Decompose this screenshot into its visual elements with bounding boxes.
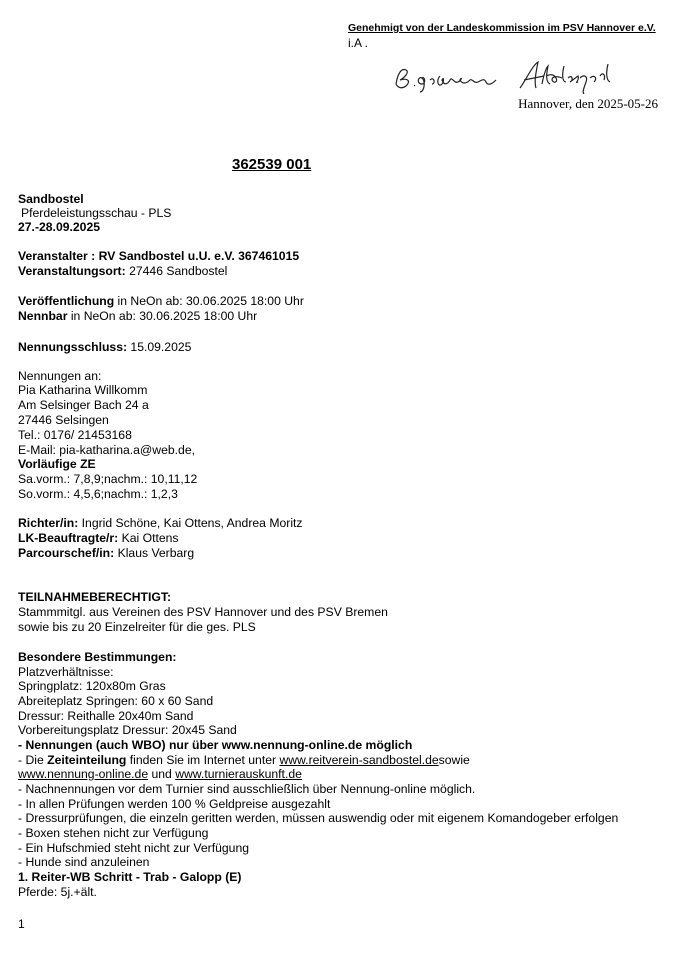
eligibility-line-1: Stammmitgl. aus Vereinen des PSV Hannover und des PSV Bremen	[18, 605, 388, 619]
ze-saturday: Sa.vorm.: 7,8,9;nachm.: 10,11,12	[18, 472, 198, 486]
eligibility-heading: TEILNAHMEBERECHTIGT:	[18, 590, 172, 604]
signature-2	[516, 58, 626, 94]
lk-representative: LK-Beauftragte/r: Kai Ottens	[18, 531, 179, 545]
event-dates: 27.-28.09.2025	[18, 220, 100, 234]
special-line: Springplatz: 120x80m Gras	[18, 679, 166, 693]
entries-street: Am Selsinger Bach 24 a	[18, 398, 149, 412]
signature-1	[392, 62, 502, 94]
special-line-schedule: - Die Zeiteinteilung finden Sie im Internet unter www.reitverein-sandbostel.desowie	[18, 753, 470, 767]
special-line: Vorbereitungsplatz Dressur: 20x45 Sand	[18, 723, 237, 737]
ia-note: i.A .	[348, 36, 369, 50]
link-nennung-online[interactable]: www.nennung-online.de	[18, 767, 149, 781]
special-line: - Hunde sind anzuleinen	[18, 855, 150, 869]
judges: Richter/in: Ingrid Schöne, Kai Ottens, Andrea Moritz	[18, 516, 303, 530]
event-place: Sandbostel	[18, 192, 84, 206]
competition-horses: Pferde: 5j.+ält.	[18, 885, 97, 899]
special-line: - Ein Hufschmied steht nicht zur Verfügung	[18, 841, 250, 855]
page-number: 1	[18, 917, 25, 931]
publication-date: Veröffentlichung in NeOn ab: 30.06.2025 18:00 Uhr	[18, 294, 304, 308]
entries-city: 27446 Selsingen	[18, 413, 109, 427]
special-line: Dressur: Reithalle 20x40m Sand	[18, 709, 194, 723]
eligibility-line-2: sowie bis zu 20 Einzelreiter für die ges. PLS	[18, 620, 256, 634]
entries-phone: Tel.: 0176/ 21453168	[18, 428, 132, 442]
approval-note: Genehmigt von der Landeskommission im PSV Hannover e.V.	[348, 22, 656, 34]
special-line: Abreiteplatz Springen: 60 x 60 Sand	[18, 694, 214, 708]
special-line: - Nachnennungen vor dem Turnier sind ausschließlich über Nennung-online möglich.	[18, 782, 476, 796]
event-type: Pferdeleistungsschau - PLS	[21, 206, 172, 220]
ze-heading: Vorläufige ZE	[18, 457, 96, 471]
special-line-links: www.nennung-online.de und www.turnierauskunft.de	[18, 767, 302, 781]
special-line-entries: - Nennungen (auch WBO) nur über www.nennung-online.de möglich	[18, 738, 413, 752]
link-turnierauskunft[interactable]: www.turnierauskunft.de	[175, 767, 302, 781]
organizer: Veranstalter : RV Sandbostel u.U. e.V. 367461015	[18, 249, 300, 263]
special-line: - In allen Prüfungen werden 100 % Geldpreise ausgezahlt	[18, 797, 331, 811]
special-line: - Boxen stehen nicht zur Verfügung	[18, 826, 209, 840]
special-line: - Dressurprüfungen, die einzeln geritten werden, müssen auswendig oder mit eigenem Komandogeber erfolgen	[18, 811, 619, 825]
competition-title: 1. Reiter-WB Schritt - Trab - Galopp (E)	[18, 870, 242, 884]
entry-deadline: Nennungsschluss: 15.09.2025	[18, 340, 192, 354]
course-designer: Parcourschef/in: Klaus Verbarg	[18, 546, 195, 560]
approval-date: Hannover, den 2025-05-26	[518, 96, 658, 111]
special-heading: Besondere Bestimmungen:	[18, 650, 177, 664]
link-reitverein[interactable]: www.reitverein-sandbostel.de	[279, 753, 439, 767]
entries-name: Pia Katharina Willkomm	[18, 383, 148, 397]
entries-email: E-Mail: pia-katharina.a@web.de,	[18, 443, 195, 457]
entries-intro: Nennungen an:	[18, 369, 102, 383]
document-number: 362539 001	[232, 156, 312, 173]
venue: Veranstaltungsort: 27446 Sandbostel	[18, 264, 228, 278]
ze-sunday: So.vorm.: 4,5,6;nachm.: 1,2,3	[18, 487, 178, 501]
special-line: Platzverhältnisse:	[18, 665, 114, 679]
nennbar-date: Nennbar in NeOn ab: 30.06.2025 18:00 Uhr	[18, 309, 258, 323]
